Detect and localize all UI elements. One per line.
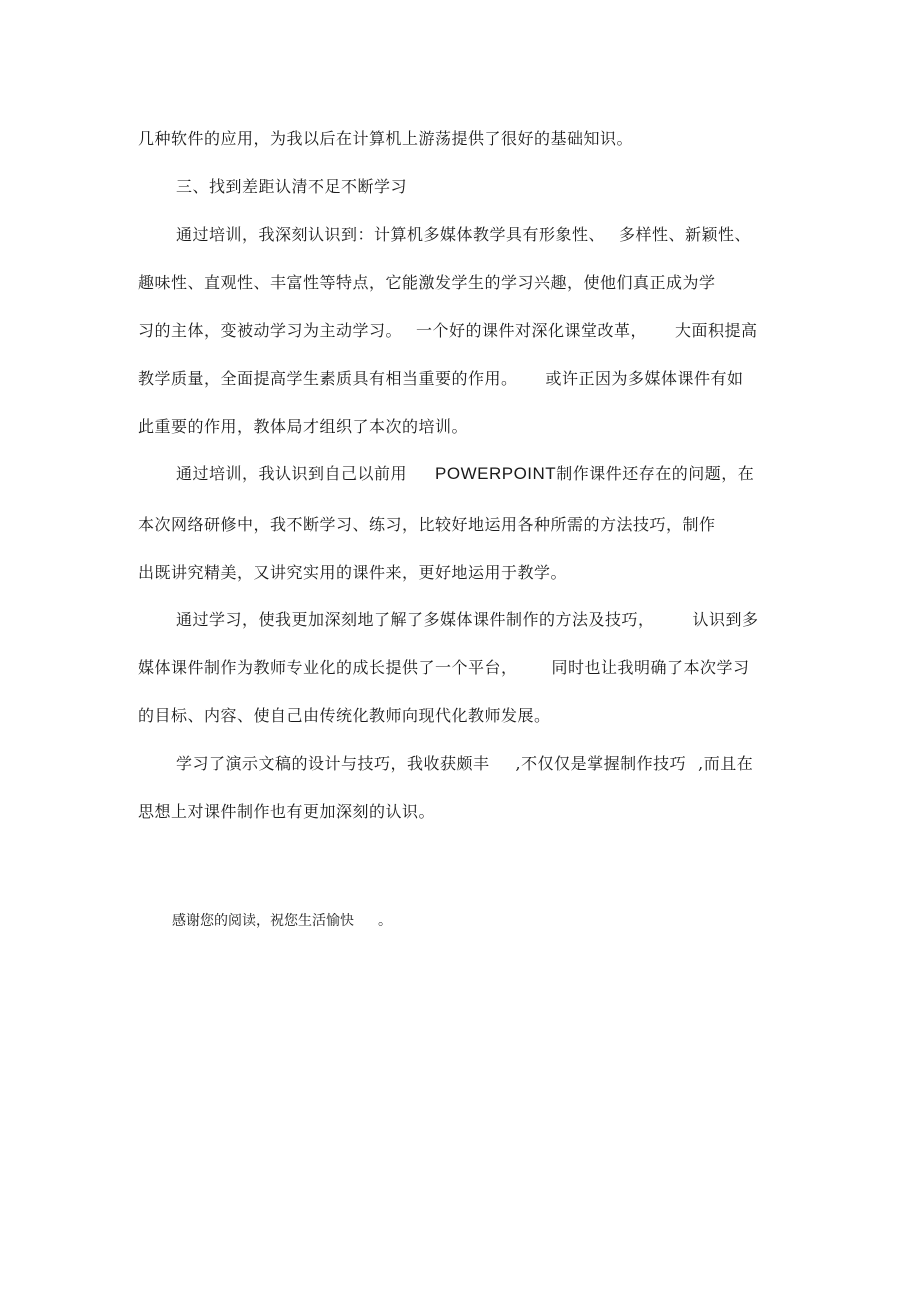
text-run: 教学质量，全面提高学生素质具有相当重要的作用。 — [138, 369, 518, 388]
text-run: ,而且在 — [698, 754, 754, 773]
section-heading — [176, 176, 407, 198]
text-run: 学习了演示文稿的设计与技巧，我收获颇丰 — [176, 754, 490, 773]
closing-period: 。 — [378, 913, 392, 929]
paragraph-line — [138, 801, 435, 823]
text-run: 趣味性、直观性、丰富性等特点，它能激发学生的学习兴趣，使他们真正成为学 — [138, 273, 716, 292]
text-run: 通过培训，我认识到自己以前用 — [176, 464, 408, 483]
paragraph-line — [138, 657, 750, 679]
heading-text: 三、找到差距认清不足不断学习 — [176, 177, 408, 196]
paragraph-line — [138, 416, 468, 438]
paragraph-line — [138, 562, 567, 584]
closing-note — [172, 911, 392, 931]
text-run: 的目标、内容、使自己由传统化教师向现代化教师发展。 — [138, 706, 551, 725]
text-run: 认识到多 — [692, 610, 759, 629]
text-run: 通过学习，使我更加深刻地了解了多媒体课件制作的方法及技巧， — [176, 610, 655, 629]
text-run: 几种软件的应用，为我以后在计算机上游荡提供了很好的基础知识。 — [138, 129, 634, 148]
paragraph-line — [138, 705, 551, 727]
text-run-latin: POWERPOINT — [435, 464, 557, 483]
text-run: 一个好的课件对深化课堂改革， — [416, 321, 648, 340]
text-run: 习的主体，变被动学习为主动学习。 — [138, 321, 403, 340]
text-run: 媒体课件制作为教师专业化的成长提供了一个平台， — [138, 658, 518, 677]
paragraph-line — [138, 514, 716, 536]
text-run: 思想上对课件制作也有更加深刻的认识。 — [138, 802, 436, 821]
paragraph-line — [138, 368, 744, 390]
text-run: 同时也让我明确了本次学习 — [551, 658, 750, 677]
text-run: 制作课件还存在的问题，在 — [556, 464, 755, 483]
text-run: 多样性、新颖性、 — [619, 225, 752, 244]
paragraph-line — [138, 320, 758, 342]
paragraph-line — [176, 609, 759, 631]
paragraph-line — [176, 224, 751, 246]
text-run: 本次网络研修中，我不断学习、练习，比较好地运用各种所需的方法技巧，制作 — [138, 515, 716, 534]
paragraph-line — [138, 128, 633, 150]
text-run: 或许正因为多媒体课件有如 — [545, 369, 744, 388]
text-run: ,不仅仅是掌握制作技巧 — [515, 754, 687, 773]
paragraph-line — [176, 463, 754, 485]
paragraph-line — [138, 272, 716, 294]
text-run: 大面积提高 — [675, 321, 758, 340]
text-run: 此重要的作用，教体局才组织了本次的培训。 — [138, 417, 469, 436]
paragraph-line — [176, 753, 753, 775]
text-run: 出既讲究精美，又讲究实用的课件来，更好地运用于教学。 — [138, 563, 568, 582]
text-run: 通过培训，我深刻认识到：计算机多媒体教学具有形象性、 — [176, 225, 606, 244]
closing-text: 感谢您的阅读，祝您生活愉快 — [172, 913, 354, 929]
